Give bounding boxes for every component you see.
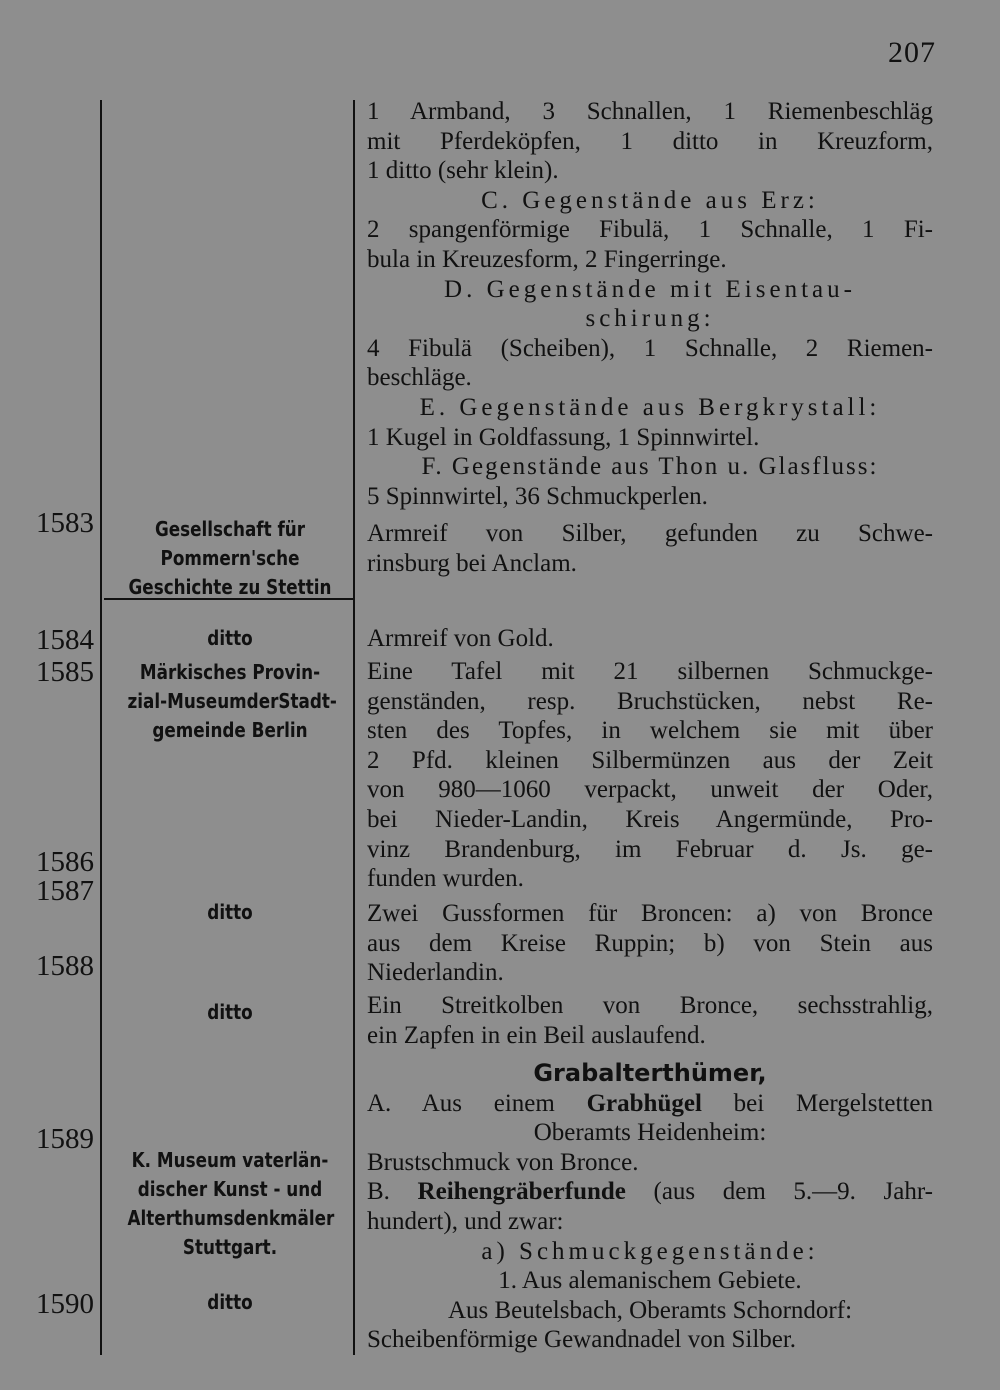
text-line: Armreif von Silber, gefunden zu Schwe- (367, 520, 933, 547)
text-line: bula in Kreuzesform, 2 Fingerringe. (367, 245, 727, 273)
entry-number-1585: 1585 (36, 656, 94, 688)
text-run: (aus dem 5.—9. Jahr- (625, 1178, 933, 1206)
text-line: Niederlandin. (367, 959, 504, 987)
text-line (367, 1089, 933, 1119)
section-heading-d: D. Gegenstände mit Eisentau- (444, 275, 856, 303)
bold-term-reihengraeberfunde: Reihengräberfunde (417, 1178, 626, 1206)
entry-number-1587: 1587 (36, 875, 94, 907)
text-line: Brustschmuck von Bronce. (367, 1148, 639, 1176)
text-line: beschläge. (367, 364, 472, 392)
description-1583 (367, 519, 933, 578)
text-run: B. (367, 1178, 418, 1206)
text-line: sten des Topfes, in welchem sie mit über (367, 717, 933, 745)
donor-line: ditto (207, 1290, 253, 1314)
bold-term-grabhuegel: Grabhügel (586, 1089, 702, 1117)
donor-1587 (128, 898, 333, 927)
text-run: bei Mergelstetten (701, 1089, 933, 1117)
donor-1590 (128, 1288, 333, 1317)
description-1587 (367, 899, 933, 988)
text-line: von 980—1060 verpackt, unweit der Oder, (367, 776, 933, 804)
text-line: Armreif von Gold. (367, 625, 554, 652)
entry-number-1584: 1584 (36, 624, 94, 656)
text-line: genständen, resp. Bruchstücken, nebst Re- (367, 687, 933, 715)
donor-1584 (128, 624, 333, 653)
donor-line: ditto (207, 900, 253, 924)
entry-number-1583: 1583 (36, 507, 94, 539)
donor-line: discher Kunst - und (137, 1177, 323, 1201)
donor-line: ditto (207, 626, 253, 650)
text-line: 1 Armband, 3 Schnallen, 1 Riemenbeschläg (367, 98, 933, 125)
text-line: Ein Streitkolben von Bronce, sechsstrahlig, (367, 992, 933, 1019)
entry-number-1588: 1588 (36, 950, 94, 982)
text-line: hundert), und zwar: (367, 1207, 564, 1235)
text-line: 5 Spinnwirtel, 36 Schmuckperlen. (367, 482, 708, 510)
text-line: aus dem Kreise Ruppin; b) von Stein aus (367, 929, 933, 957)
donor-line: ditto (207, 1000, 253, 1024)
text-line: 2 spangenförmige Fibulä, 1 Schnalle, 1 Fi- (367, 216, 933, 244)
donor-line: Märkisches Provin- (139, 660, 321, 684)
section-heading-e: E. Gegenstände aus Bergkrystall: (419, 393, 881, 421)
donor-1589 (128, 1146, 333, 1262)
section-heading-grabalterthuemer: Grabalterthümer, (533, 1059, 767, 1087)
description-continuation (367, 97, 933, 511)
text-line: Oberamts Heidenheim: (533, 1119, 767, 1147)
donor-line: Alterthumsdenkmäler (127, 1206, 335, 1230)
column-rule-right (353, 100, 355, 1355)
text-line: ein Zapfen in ein Beil auslaufend. (367, 1021, 706, 1049)
text-line: Aus Beutelsbach, Oberamts Schorndorf: (447, 1296, 853, 1324)
section-heading-schmuckgegenstaende: a) Schmuckgegenstände: (481, 1237, 819, 1265)
text-line: 2 Pfd. kleinen Silbermünzen aus der Zeit (367, 746, 933, 774)
text-line: Zwei Gussformen für Broncen: a) von Bronce (367, 900, 933, 927)
text-run: A. Aus einem (367, 1089, 587, 1117)
text-line: vinz Brandenburg, im Februar d. Js. ge- (367, 835, 933, 863)
donor-line: K. Museum vaterlän- (131, 1148, 329, 1172)
donor-line: Gesellschaft für (154, 517, 306, 541)
description-1588 (367, 991, 933, 1050)
description-grabalterthuemer (367, 1059, 933, 1355)
entry-number-1589: 1589 (36, 1123, 94, 1155)
donor-1588 (128, 998, 333, 1027)
donor-line: zial-MuseumderStadt- (127, 689, 337, 713)
text-line: rinsburg bei Anclam. (367, 549, 577, 577)
text-line: 4 Fibulä (Scheiben), 1 Schnalle, 2 Riemen- (367, 334, 933, 362)
donor-line: Stuttgart. (182, 1235, 278, 1259)
column-rule-left (100, 100, 102, 1355)
text-line (367, 1177, 933, 1207)
donor-line: Geschichte zu Stettin (128, 575, 332, 599)
donor-1585 (127, 658, 337, 745)
text-line: bei Nieder-Landin, Kreis Angermünde, Pro- (367, 805, 933, 833)
text-line: funden wurden. (367, 865, 524, 893)
text-line: 1 Kugel in Goldfassung, 1 Spinnwirtel. (367, 423, 760, 451)
text-line: mit Pferdeköpfen, 1 ditto in Kreuzform, (367, 127, 933, 155)
section-heading-c: C. Gegenstände aus Erz: (481, 186, 819, 214)
entry-number-1590: 1590 (36, 1288, 94, 1320)
description-1585 (367, 657, 933, 894)
text-line: 1. Aus alemanischem Gebiete. (498, 1267, 802, 1295)
text-line: 1 ditto (sehr klein). (367, 157, 559, 185)
page-number: 207 (888, 36, 936, 69)
donor-line: gemeinde Berlin (152, 718, 308, 742)
text-line: Eine Tafel mit 21 silbernen Schmuckge- (367, 658, 933, 685)
description-1584 (367, 624, 933, 654)
text-line: Scheibenförmige Gewandnadel von Silber. (367, 1326, 797, 1354)
donor-1583 (128, 515, 333, 602)
section-heading-d-cont: schirung: (585, 305, 715, 333)
entry-number-1586: 1586 (36, 846, 94, 878)
section-heading-f: F. Gegenstände aus Thon u. Glasfluss: (421, 453, 879, 481)
donor-line: Pommern'sche (160, 546, 300, 570)
